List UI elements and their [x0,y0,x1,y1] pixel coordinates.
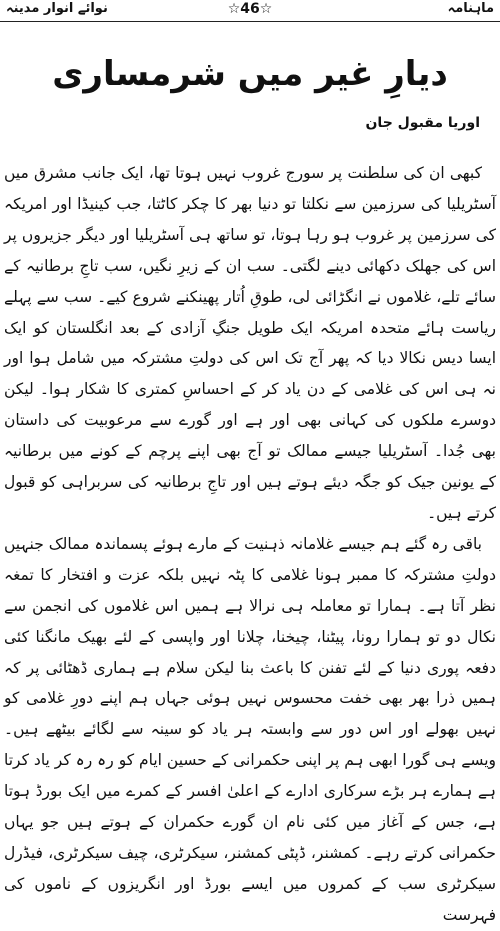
publication-name: نوائے انوار مدینہ [6,1,108,16]
article-title: دیارِ غیر میں شرمساری [52,54,448,94]
article-body [4,158,496,931]
magazine-label: ماہنامہ [447,1,494,16]
page-header [0,0,500,22]
article-author: اوریا مقبول جان [365,115,480,131]
page-number: ☆46☆ [227,1,273,17]
paragraph-1: کبھی ان کی سلطنت پر سورج غروب نہیں ہوتا تھا، ایک جانب مشرق میں آسٹریلیا کی سرزمین سے نکلتا تو دنیا بھر کا چکر کاٹتا، جب کینیڈا اور امریکہ کی سرزمین پر غروب ہو رہا ہوتا، تو ساتھ ہی آسٹریلیا اور دیگر جزیروں پر اس کی جھلک دکھائی دینے لگتی۔ سب ان کے زیرِ نگیں، سب تاجِ برطانیہ کے سائے تلے، غلاموں نے انگڑائی لی، طوقِ اُتار پھینکنے شروع کیے۔ سب سے پہلے ریاست ہائے متحدہ امریکہ ایک طویل جنگِ آزادی کے بعد انگلستان کو ایک ایسا دیس نکالا دیا کہ پھر آج تک اس کی دولتِ مشترکہ میں شامل ہوا اور نہ ہی اس کی غلامی کے دن یاد کر کے احساسِ کمتری کا شکار ہوا۔ لیکن دوسرے ملکوں کی کہانی بھی اور ہے اور گورے سے مرعوبیت کی داستان بھی جُدا۔ آسٹریلیا جیسے ممالک تو آج بھی اپنے پرچم کے کونے میں برطانیہ کے یونین جیک کو جگہ دیئے ہوتے ہیں اور تاجِ برطانیہ کی سربراہی کو قبول کرتے ہیں۔ [4,164,496,522]
paragraph-2: باقی رہ گئے ہم جیسے غلامانہ ذہنیت کے مارے ہوئے پسماندہ ممالک جنہیں دولتِ مشترکہ کا ممبر ہونا غلامی کا پٹہ نہیں بلکہ عزت و افتخار کا تمغہ نظر آتا ہے۔ ہمارا تو معاملہ ہی نرالا ہے ہمیں اس غلاموں کی انجمن سے نکال دو تو ہمارا رونا، پیٹنا، چیخنا، چلانا اور واپسی کے لئے بھیک مانگنا کئی دفعہ پوری دنیا کے لئے تفنن کا باعث بنا لیکن سلام ہے ہماری ڈھٹائی پر کہ ہمیں ذرا بھر بھی خفت محسوس نہیں ہوئی جہاں ہم اپنے دورِ غلامی کو نہیں بھولے اور اس دور سے وابستہ ہر یاد کو سینہ سے لگائے بیٹھے ہیں۔ ویسے ہی گورا ابھی ہم پر اپنی حکمرانی کے حسین ایام کو رہ رہ کر یاد کرتا ہے ہمارے ہر بڑے سرکاری ادارے کے اعلیٰ افسر کے کمرے میں ایک بورڈ ہوتا ہے، جس کے آغاز میں کئی نام ان گورے حکمران کے ہوتے ہیں جو یہاں حکمرانی کرتے رہے۔ کمشنر، ڈپٹی کمشنر، سیکرٹری، چیف سیکرٹری، فیڈرل سیکرٹری سب کے کمروں میں ایسے بورڈ اور انگریزوں کے ناموں کی فہرست [4,534,496,924]
